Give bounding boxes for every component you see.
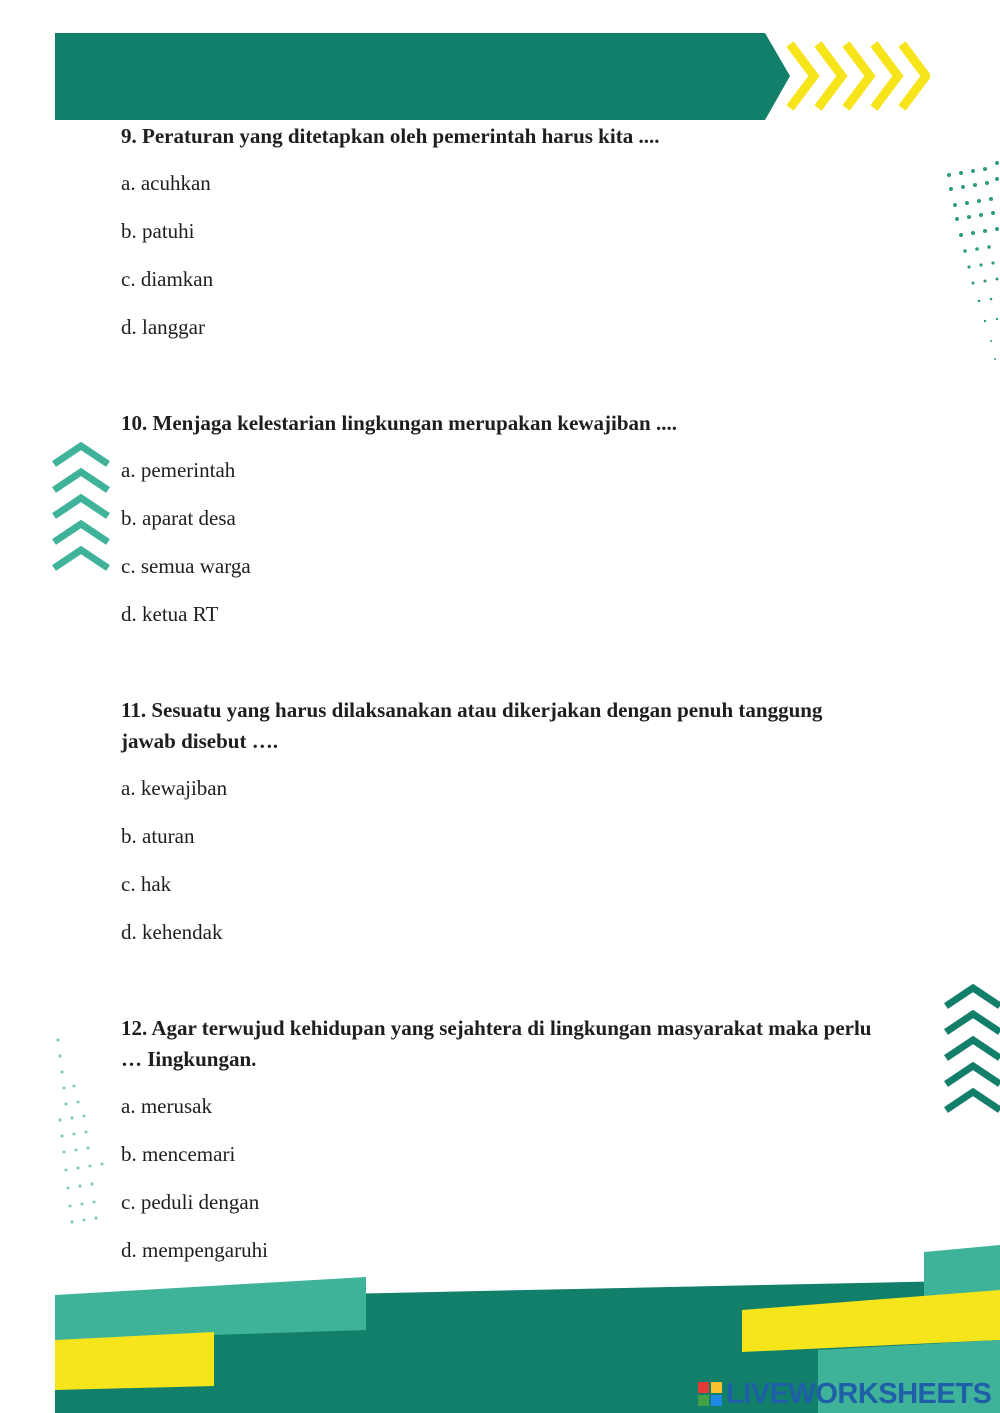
question-text: 10. Menjaga kelestarian lingkungan merupakan kewajiban .... [121, 411, 677, 435]
option-b: b. aparat desa [121, 506, 236, 530]
question-text: 12. Agar terwujud kehidupan yang sejahtera di lingkungan masyarakat maka perlu … Iingkungan. [121, 1016, 872, 1071]
liveworksheets-logo-icon [698, 1382, 722, 1406]
question-10 [121, 408, 881, 649]
teal-chevrons-right-decoration [940, 980, 1000, 1120]
option-b: b. aturan [121, 824, 195, 848]
option-a: a. kewajiban [121, 776, 228, 800]
option-a: a. acuhkan [121, 171, 211, 195]
option-d: d. ketua RT [121, 602, 219, 626]
option-d: d. langgar [121, 315, 205, 339]
header-banner [55, 33, 790, 120]
option-d: d. mempengaruhi [121, 1238, 268, 1262]
option-b: b. patuhi [121, 219, 195, 243]
question-11 [121, 695, 881, 967]
logo-text: LIVEWORKSHEETS [726, 1377, 992, 1410]
question-9 [121, 121, 881, 362]
yellow-chevrons-decoration [780, 40, 930, 112]
dots-pattern-decoration [935, 155, 1000, 365]
question-text: 11. Sesuatu yang harus dilaksanakan atau dikerjakan dengan penuh tanggung jawab disebut …. [121, 698, 823, 753]
option-d: d. kehendak [121, 920, 223, 944]
option-a: a. pemerintah [121, 458, 236, 482]
liveworksheets-logo[interactable] [698, 1376, 991, 1412]
teal-chevrons-left-decoration [50, 440, 112, 580]
option-c: c. peduli dengan [121, 1190, 260, 1214]
option-b: b. mencemari [121, 1142, 236, 1166]
question-text: 9. Peraturan yang ditetapkan oleh pemerintah harus kita .... [121, 124, 660, 148]
question-12 [121, 1013, 881, 1285]
dots-pattern-decoration-left [50, 1030, 110, 1230]
option-c: c. hak [121, 872, 172, 896]
option-a: a. merusak [121, 1094, 212, 1118]
option-c: c. diamkan [121, 267, 214, 291]
option-c: c. semua warga [121, 554, 251, 578]
